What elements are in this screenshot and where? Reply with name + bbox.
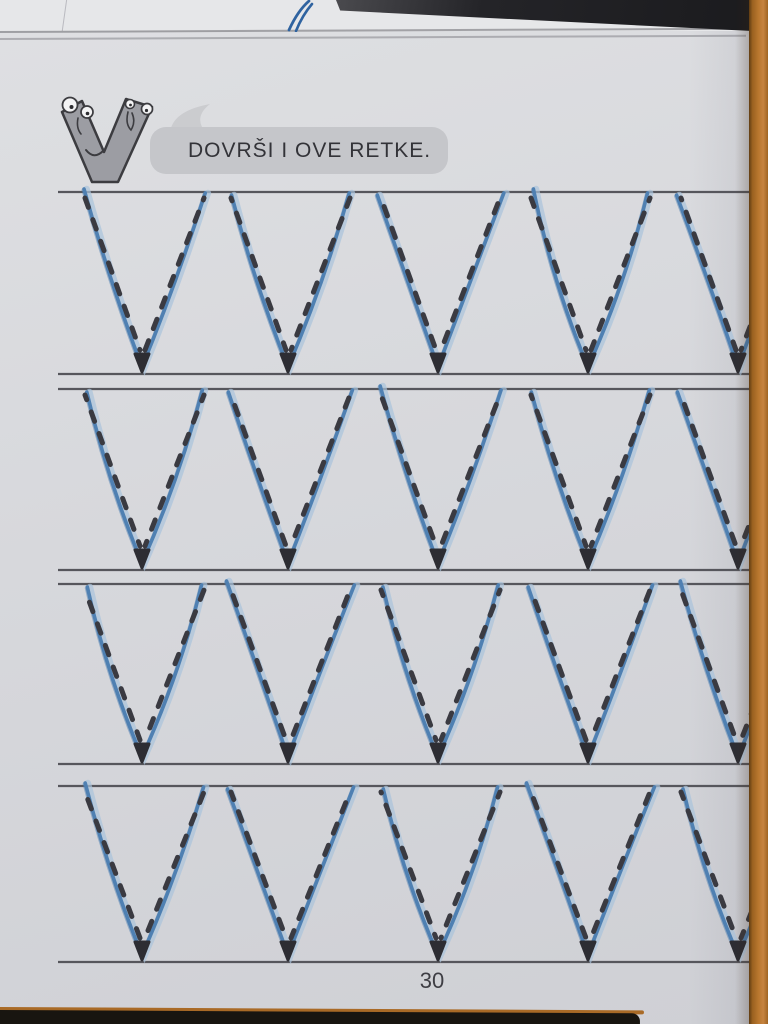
v-character-illustration xyxy=(56,91,156,189)
traced-v xyxy=(227,390,355,568)
v-blue-trace-thin xyxy=(378,387,499,564)
v-blue-trace xyxy=(380,386,501,563)
traced-v xyxy=(526,585,655,762)
v-blue-trace-halo xyxy=(89,390,205,563)
practice-row xyxy=(52,570,752,778)
traced-v xyxy=(381,787,500,960)
v-dashed-guide-down xyxy=(85,590,140,740)
v-blue-trace-thin xyxy=(375,194,502,368)
traced-v xyxy=(225,581,357,762)
v-blue-trace-thin xyxy=(230,194,348,368)
v-letter-shape xyxy=(62,99,152,182)
v-dashed-guide-up xyxy=(145,395,204,546)
v-dashed-guide-up xyxy=(591,198,650,350)
blue-pen-mark xyxy=(282,0,328,32)
v-dashed-guide-up xyxy=(291,792,350,938)
v-blue-trace-thin xyxy=(530,391,648,564)
v-dashed-guide-up xyxy=(291,198,350,350)
eye-pupil xyxy=(86,112,90,116)
v-blue-trace xyxy=(227,581,355,757)
bottom-page-shadow xyxy=(0,1010,640,1024)
v-dashed-guide-up xyxy=(591,590,650,740)
v-blue-trace xyxy=(533,189,647,367)
traced-v xyxy=(82,189,208,372)
v-blue-trace-halo xyxy=(534,390,652,563)
bubble-text: DOVRŠI I OVE RETKE. xyxy=(188,138,432,162)
v-dashed-guide-up xyxy=(291,590,350,740)
page-edge-shadow xyxy=(735,0,749,1024)
traced-v xyxy=(530,390,652,568)
v-blue-trace xyxy=(84,189,205,367)
v-blue-trace-halo xyxy=(531,585,655,757)
v-blue-trace xyxy=(528,585,652,757)
v-blue-trace xyxy=(531,390,649,563)
v-blue-trace xyxy=(231,193,349,367)
v-dashed-guide-up xyxy=(441,590,500,740)
v-dashed-guide-up xyxy=(145,792,204,938)
practice-row xyxy=(52,772,752,976)
practice-row xyxy=(52,375,752,584)
traced-v xyxy=(85,390,205,568)
v-blue-trace-halo xyxy=(234,193,352,367)
v-blue-trace-thin xyxy=(85,391,201,564)
traced-v xyxy=(85,585,204,762)
googly-eye xyxy=(63,98,78,113)
traced-v xyxy=(230,193,352,372)
traced-v xyxy=(378,386,503,568)
v-blue-trace-thin xyxy=(225,582,353,758)
v-dashed-guide-up xyxy=(441,792,500,938)
v-blue-trace-thin xyxy=(526,586,650,758)
traced-v xyxy=(531,189,650,372)
eye-pupil xyxy=(145,109,148,112)
traced-v xyxy=(381,585,501,762)
v-dashed-guide-down xyxy=(85,198,140,350)
v-dashed-guide-up xyxy=(145,198,204,350)
v-blue-trace-thin xyxy=(86,586,200,758)
v-blue-trace-thin xyxy=(381,788,495,956)
v-blue-trace xyxy=(87,390,203,563)
v-blue-trace xyxy=(228,390,352,563)
eye-pupil xyxy=(70,105,74,109)
v-dashed-guide-up xyxy=(591,792,650,938)
wood-table-edge xyxy=(749,0,768,1024)
eye-pupil xyxy=(129,104,132,107)
v-blue-trace-thin xyxy=(525,784,653,956)
v-dashed-guide-up xyxy=(291,395,350,546)
practice-row xyxy=(52,178,752,388)
v-dashed-guide-up xyxy=(591,395,650,546)
v-dashed-guide-up xyxy=(145,590,204,740)
v-blue-trace xyxy=(87,585,201,757)
v-blue-trace-thin xyxy=(83,784,201,956)
v-blue-trace xyxy=(383,787,497,955)
v-blue-trace-thin xyxy=(227,391,351,564)
traced-v xyxy=(83,783,206,960)
v-blue-trace xyxy=(377,193,504,367)
v-dashed-guide-down xyxy=(531,590,586,740)
traced-v xyxy=(525,783,657,960)
v-blue-trace xyxy=(383,585,498,757)
v-blue-trace-halo xyxy=(386,585,501,757)
v-blue-trace-thin xyxy=(381,586,496,758)
page-number: 30 xyxy=(419,968,445,993)
speech-bubble xyxy=(150,127,448,174)
traced-v xyxy=(226,787,357,960)
v-blue-trace xyxy=(527,783,655,955)
v-blue-trace-thin xyxy=(82,190,203,368)
v-dashed-guide-down xyxy=(681,792,736,938)
v-blue-trace xyxy=(85,783,203,955)
v-blue-trace xyxy=(228,787,354,955)
v-blue-trace-thin xyxy=(226,788,352,956)
traced-v xyxy=(375,193,506,372)
